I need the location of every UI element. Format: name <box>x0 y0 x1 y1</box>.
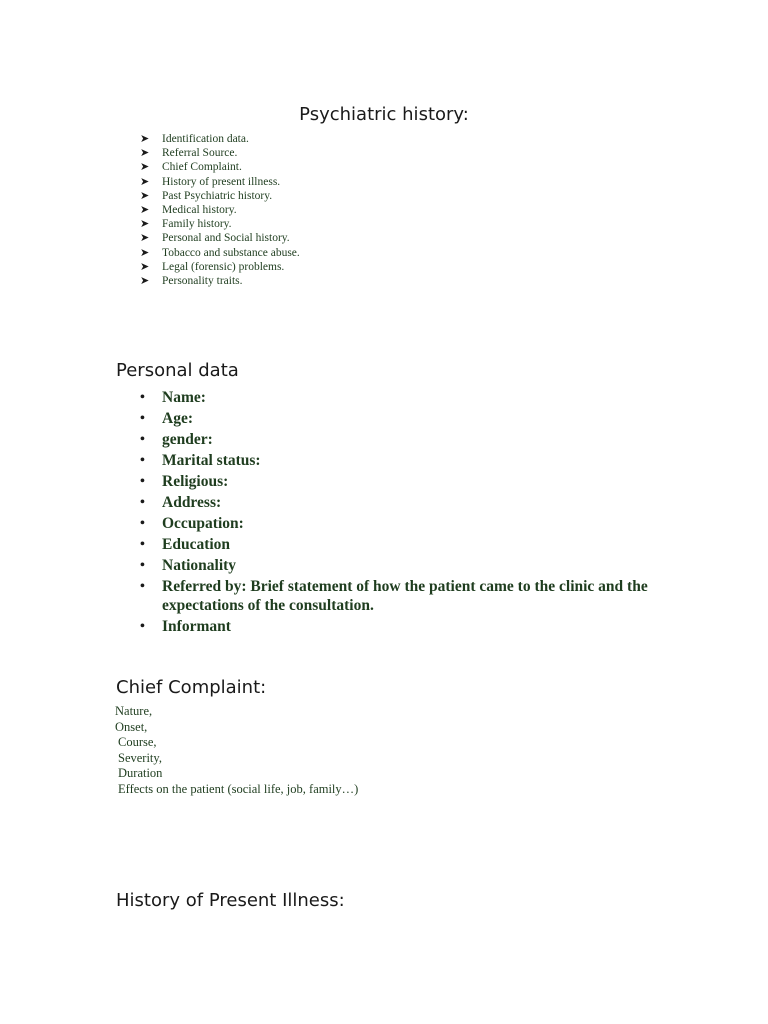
list-item: • Education <box>140 536 231 553</box>
list-item: • Occupation: <box>140 515 244 532</box>
list-item: • Referred by: Brief statement of how the patient came to the clinic and the expectations of the consultation. <box>140 578 648 614</box>
list-item: ➤ Legal (forensic) problems. <box>140 260 285 273</box>
bullet-icon: • <box>140 558 145 573</box>
personal-data-heading: Personal data <box>116 360 239 381</box>
personal-data-list <box>140 388 660 638</box>
list-item: ➤ Medical history. <box>140 204 237 217</box>
outline-list <box>140 132 300 288</box>
list-item: ➤ Referral Source. <box>140 147 238 160</box>
bullet-icon: • <box>140 516 145 531</box>
list-item: ➤ History of present illness. <box>140 175 281 188</box>
bullet-icon: • <box>140 411 145 426</box>
bullet-icon: • <box>140 474 145 489</box>
bullet-icon: • <box>140 579 145 594</box>
bullet-icon: • <box>140 453 145 468</box>
bullet-icon: • <box>140 619 145 634</box>
arrow-bullet-icon: ➤ <box>140 175 150 188</box>
list-item: ➤ Tobacco and substance abuse. <box>140 246 300 259</box>
bullet-icon: • <box>140 537 145 552</box>
list-item: • gender: <box>140 431 213 448</box>
list-item: • Religious: <box>140 473 229 490</box>
list-item: ➤ Past Psychiatric history. <box>140 189 273 202</box>
list-item: • Nationality <box>140 557 237 574</box>
list-item: Course, <box>118 735 157 749</box>
list-item: ➤ Identification data. <box>140 133 249 145</box>
list-item: ➤ Personal and Social history. <box>140 232 290 245</box>
list-item: ➤ Family history. <box>140 218 232 231</box>
page-title: Psychiatric history: <box>299 104 469 125</box>
list-item: Nature, <box>115 704 153 718</box>
arrow-bullet-icon: ➤ <box>140 147 150 160</box>
bullet-icon: • <box>140 432 145 447</box>
list-item: Effects on the patient (social life, job, family…) <box>118 781 359 796</box>
arrow-bullet-icon: ➤ <box>140 218 150 231</box>
list-item: • Name: <box>140 389 206 406</box>
list-item: Severity, <box>118 750 162 765</box>
arrow-bullet-icon: ➤ <box>140 204 150 217</box>
bullet-icon: • <box>140 390 145 405</box>
arrow-bullet-icon: ➤ <box>140 275 150 288</box>
arrow-bullet-icon: ➤ <box>140 246 150 259</box>
list-item: ➤ Personality traits. <box>140 275 243 288</box>
list-item: ➤ Chief Complaint. <box>140 161 242 174</box>
chief-complaint-heading: Chief Complaint: <box>116 677 267 698</box>
list-item: • Age: <box>140 410 193 427</box>
arrow-bullet-icon: ➤ <box>140 133 150 145</box>
arrow-bullet-icon: ➤ <box>140 161 150 174</box>
bullet-icon: • <box>140 495 145 510</box>
list-item: • Informant <box>140 618 231 635</box>
arrow-bullet-icon: ➤ <box>140 189 150 202</box>
arrow-bullet-icon: ➤ <box>140 260 150 273</box>
arrow-bullet-icon: ➤ <box>140 232 150 245</box>
list-item: Onset, <box>115 719 148 734</box>
list-item: Duration <box>118 766 163 780</box>
list-item: • Marital status: <box>140 452 261 469</box>
present-illness-heading: History of Present Illness: <box>116 890 345 911</box>
list-item: • Address: <box>140 494 222 511</box>
chief-complaint-list <box>115 704 358 797</box>
